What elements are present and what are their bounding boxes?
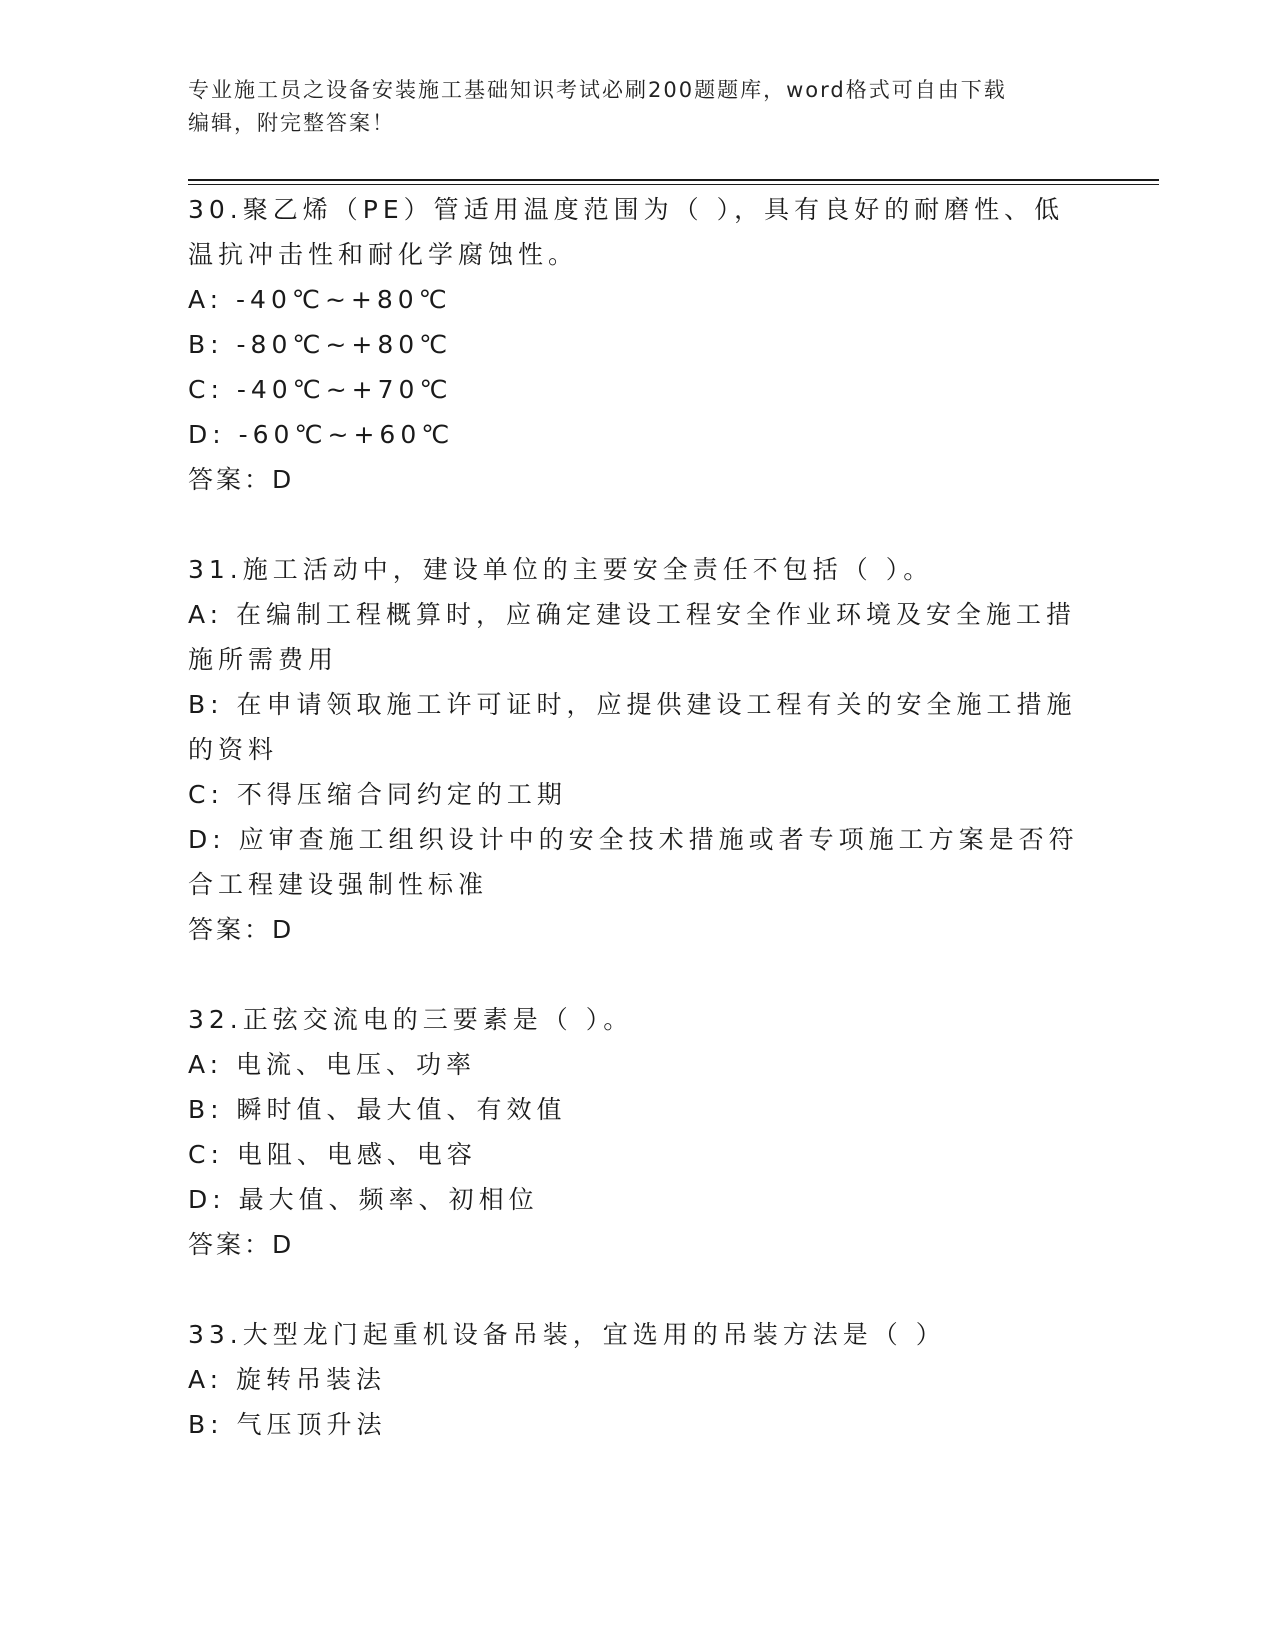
option-b: B: 瞬时值、最大值、有效值 (188, 1095, 567, 1124)
question-stem: 32.正弦交流电的三要素是（ ）。 (188, 1005, 634, 1034)
document-header (188, 74, 1088, 140)
option-b: B: -80℃~+80℃ (188, 330, 453, 359)
option-b: B: 气压顶升法 (188, 1410, 387, 1439)
question-stem: 30.聚乙烯（PE）管适用温度范围为（ ），具有良好的耐磨性、低温抗冲击性和耐化学腐蚀性。 (188, 195, 1065, 269)
question-33 (188, 1312, 1088, 1447)
question-stem: 31.施工活动中，建设单位的主要安全责任不包括（ ）。 (188, 555, 934, 584)
option-a: A: 旋转吊装法 (188, 1365, 387, 1394)
header-divider-thick (188, 179, 1159, 181)
question-32 (188, 997, 1088, 1267)
answer: 答案：D (188, 915, 295, 944)
option-c: C: 电阻、电感、电容 (188, 1140, 477, 1169)
header-line-2: 编辑，附完整答案！ (188, 111, 395, 135)
header-line-1: 专业施工员之设备安装施工基础知识考试必刷200题题库，word格式可自由下载 (188, 78, 1007, 102)
option-d: D: -60℃~+60℃ (188, 420, 455, 449)
question-30 (188, 187, 1088, 502)
option-a: A: 电流、电压、功率 (188, 1050, 477, 1079)
option-c: C: -40℃~+70℃ (188, 375, 453, 404)
question-stem: 33.大型龙门起重机设备吊装，宜选用的吊装方法是（ ） (188, 1320, 946, 1349)
option-d: D: 最大值、频率、初相位 (188, 1185, 539, 1214)
option-c: C: 不得压缩合同约定的工期 (188, 780, 567, 809)
option-a: A: 在编制工程概算时，应确定建设工程安全作业环境及安全施工措施所需费用 (188, 600, 1077, 674)
question-list (188, 187, 1088, 1447)
question-31 (188, 547, 1088, 952)
option-a: A: -40℃~+80℃ (188, 285, 452, 314)
option-b: B: 在申请领取施工许可证时，应提供建设工程有关的安全施工措施的资料 (188, 690, 1077, 764)
answer: 答案：D (188, 465, 295, 494)
answer: 答案：D (188, 1230, 295, 1259)
header-divider-thin (188, 184, 1159, 185)
option-d: D: 应审查施工组织设计中的安全技术措施或者专项施工方案是否符合工程建设强制性标准 (188, 825, 1079, 899)
